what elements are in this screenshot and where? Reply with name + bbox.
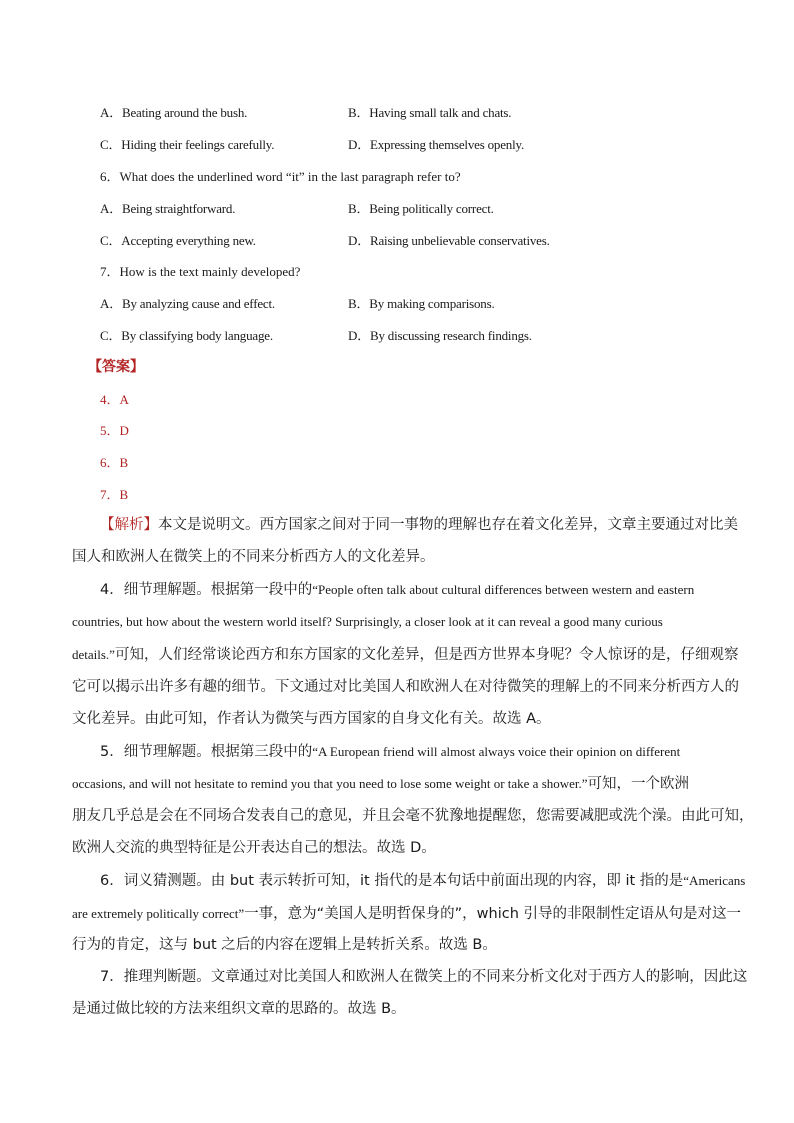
p5-line-1-cn: 5．细节理解题。根据第三段中的 xyxy=(100,743,313,760)
option-b[interactable]: B．Having small talk and chats. xyxy=(348,105,512,120)
answer-4: 4．A xyxy=(100,392,129,407)
p5-line-2-cn: 可知，一个欧洲 xyxy=(587,776,690,793)
option-c[interactable]: C．Hiding their feelings carefully. xyxy=(100,137,275,152)
analysis-intro-line-2: 国人和欧洲人在微笑上的不同来分析西方人的文化差异。 xyxy=(72,548,435,565)
option-c[interactable]: C．By classifying body language. xyxy=(100,328,273,343)
option-d[interactable]: D．By discussing research findings. xyxy=(348,328,532,343)
p5-line-3: 朋友几乎总是会在不同场合发表自己的意见，并且会毫不犹豫地提醒您，您需要减肥或洗个澡。由此可知， xyxy=(72,808,754,825)
p4-line-1-en: “People often talk about cultural differences between western and eastern xyxy=(312,581,695,597)
option-b[interactable]: B．By making comparisons. xyxy=(348,296,495,311)
p5-line-2-en: occasions, and will not hesitate to remind you that you need to lose some weight or take a shower.” xyxy=(72,776,588,792)
analysis-label: 【解析】 xyxy=(100,517,158,533)
answer-heading: 【答案】 xyxy=(88,359,144,375)
p6-line-2-en: are extremely politically correct” xyxy=(72,905,245,921)
p4-line-1-cn: 4．细节理解题。根据第一段中的 xyxy=(100,581,313,598)
answer-7: 7．B xyxy=(100,487,129,502)
option-a[interactable]: A．Beating around the bush. xyxy=(100,105,248,120)
analysis-intro-line-1: 本文是说明文。西方国家之间对于同一事物的理解也存在着文化差异，文章主要通过对比美 xyxy=(158,517,738,533)
p7-line-1: 7．推理判断题。文章通过对比美国人和欧洲人在微笑上的不同来分析文化对于西方人的影响，因此这 xyxy=(100,969,748,986)
option-c[interactable]: C．Accepting everything new. xyxy=(100,233,256,248)
p5-line-1-en: “A European friend will almost always voice their opinion on different xyxy=(312,743,681,759)
p4-line-4: 它可以揭示出许多有趣的细节。下文通过对比美国人和欧洲人在对待微笑的理解上的不同来分析西方人的 xyxy=(72,678,739,695)
option-d[interactable]: D．Raising unbelievable conservatives. xyxy=(348,233,550,248)
p6-line-3: 行为的肯定，这与 but 之后的内容在逻辑上是转折关系。故选 B。 xyxy=(72,937,497,954)
p6-line-1-en: “Americans xyxy=(683,872,746,888)
p7-line-2: 是通过做比较的方法来组织文章的思路的。故选 B。 xyxy=(72,1000,406,1017)
answer-5: 5．D xyxy=(100,423,129,438)
question-6: 6．What does the underlined word “it” in the last paragraph refer to? xyxy=(100,169,461,184)
option-a[interactable]: A．Being straightforward. xyxy=(100,201,236,216)
p4-line-3-en: details.” xyxy=(72,647,115,663)
p4-line-5: 文化差异。由此可知，作者认为微笑与西方国家的自身文化有关。故选 A。 xyxy=(72,710,551,727)
p6-line-1-cn: 6．词义猜测题。由 but 表示转折可知，it 指代的是本句话中前面出现的内容，即 it 指的是 xyxy=(100,872,684,889)
p4-line-2-en: countries, but how about the western world itself? Surprisingly, a closer look at it can reveal a good many curious xyxy=(72,614,663,630)
option-a[interactable]: A．By analyzing cause and effect. xyxy=(100,296,275,311)
option-d[interactable]: D．Expressing themselves openly. xyxy=(348,137,525,152)
analysis-section xyxy=(72,510,754,1026)
p6-line-2-cn: 一事，意为“美国人是明哲保身的”，which 引导的非限制性定语从句是对这一 xyxy=(244,905,742,922)
question-7: 7．How is the text mainly developed? xyxy=(100,264,301,279)
p4-line-3-cn: 可知，人们经常谈论西方和东方国家的文化差异，但是西方世界本身呢？令人惊讶的是，仔细观察 xyxy=(114,647,739,664)
p5-line-4: 欧洲人交流的典型特征是公开表达自己的想法。故选 D。 xyxy=(72,839,436,856)
answer-6: 6．B xyxy=(100,455,129,470)
option-b[interactable]: B．Being politically correct. xyxy=(348,201,494,216)
